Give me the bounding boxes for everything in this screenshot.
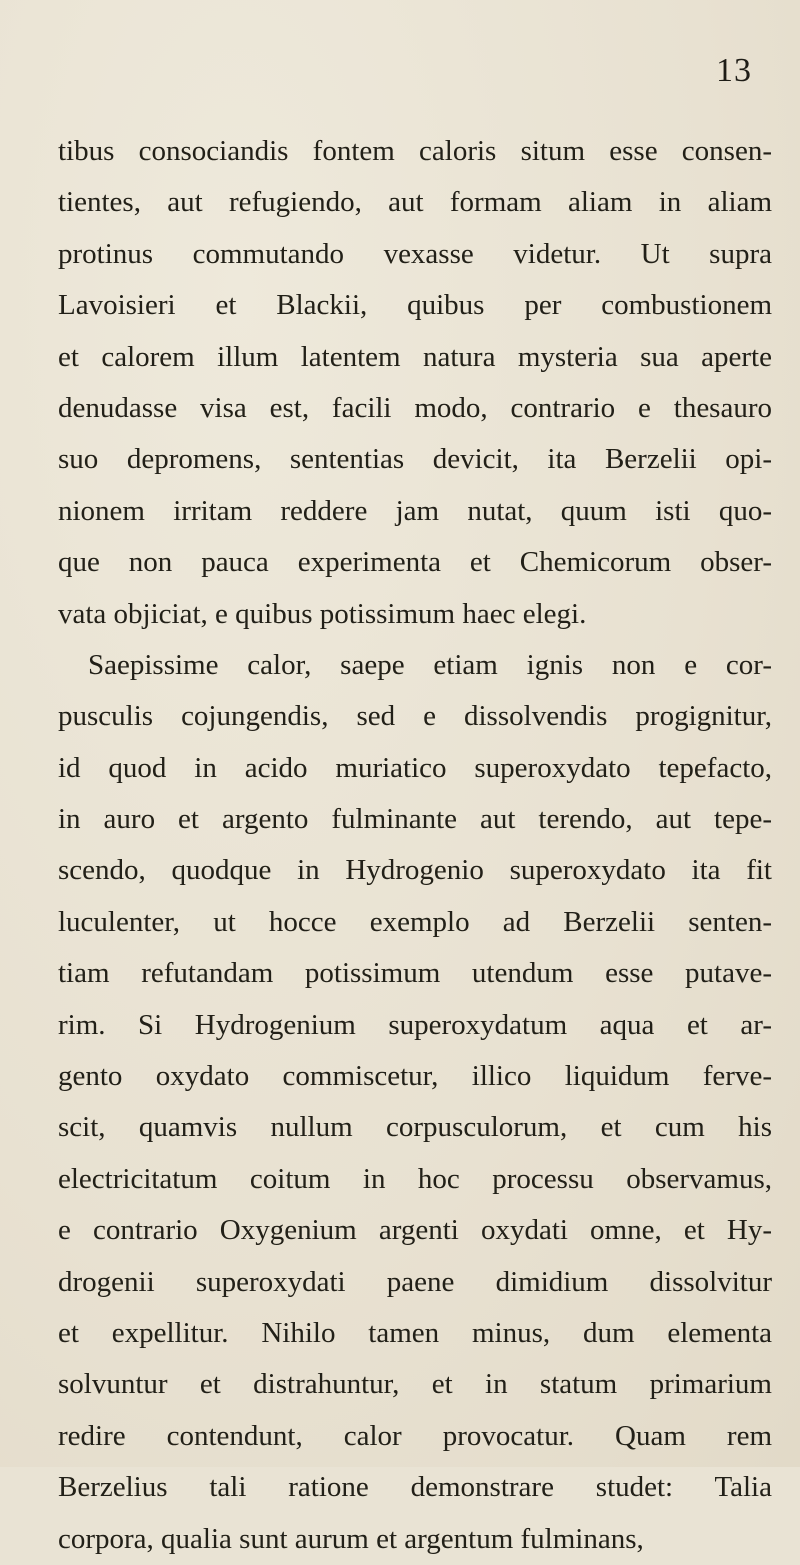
text-line: id quod in acido muriatico superoxydato tepefacto, (58, 751, 772, 784)
text-line: nionem irritam reddere jam nutat, quum isti quo- (58, 494, 772, 527)
text-line: Lavoisieri et Blackii, quibus per combustionem (58, 289, 772, 322)
text-line: tibus consociandis fontem caloris situm esse consen- (58, 135, 772, 167)
text-line: pusculis cojungendis, sed e dissolvendis progignitur, (58, 700, 772, 733)
text-line: protinus commutando vexasse videtur. Ut supra (58, 237, 772, 270)
text-line: Saepissime calor, saepe etiam ignis non e cor- (88, 648, 772, 681)
text-line: rim. Si Hydrogenium superoxydatum aqua et ar- (58, 1008, 772, 1041)
text-line: corpora, qualia sunt aurum et argentum fulminans, (58, 1522, 644, 1555)
text-line: in auro et argento fulminante aut terendo, aut tepe- (58, 803, 772, 836)
text-line: e contrario Oxygenium argenti oxydati omne, et Hy- (58, 1214, 772, 1247)
text-line: scit, quamvis nullum corpusculorum, et cum his (58, 1111, 772, 1144)
text-line: electricitatum coitum in hoc processu observamus, (58, 1162, 772, 1195)
text-line: et expellitur. Nihilo tamen minus, dum elementa (58, 1316, 772, 1349)
text-line: luculenter, ut hocce exemplo ad Berzelii senten- (58, 905, 772, 938)
body-text (58, 126, 772, 1565)
page-number: 13 (716, 52, 752, 89)
text-line: solvuntur et distrahuntur, et in statum primarium (58, 1368, 772, 1401)
text-line: drogenii superoxydati paene dimidium dissolvitur (58, 1265, 772, 1298)
text-line: que non pauca experimenta et Chemicorum obser- (58, 546, 772, 579)
text-line: et calorem illum latentem natura mysteria sua aperte (58, 340, 772, 373)
text-line: Berzelius tali ratione demonstrare studet: Talia (58, 1471, 772, 1504)
text-line: denudasse visa est, facili modo, contrario e thesauro (58, 391, 772, 424)
text-line: redire contendunt, calor provocatur. Quam rem (58, 1419, 772, 1452)
text-line: gento oxydato commiscetur, illico liquidum ferve- (58, 1060, 772, 1093)
text-line: vata objiciat, e quibus potissimum haec elegi. (58, 597, 587, 630)
text-line: suo depromens, sententias devicit, ita Berzelii opi- (58, 443, 772, 476)
text-line: scendo, quodque in Hydrogenio superoxydato ita fit (58, 854, 772, 887)
text-line: tientes, aut refugiendo, aut formam aliam in aliam (58, 186, 772, 219)
text-line: tiam refutandam potissimum utendum esse putave- (58, 957, 772, 990)
